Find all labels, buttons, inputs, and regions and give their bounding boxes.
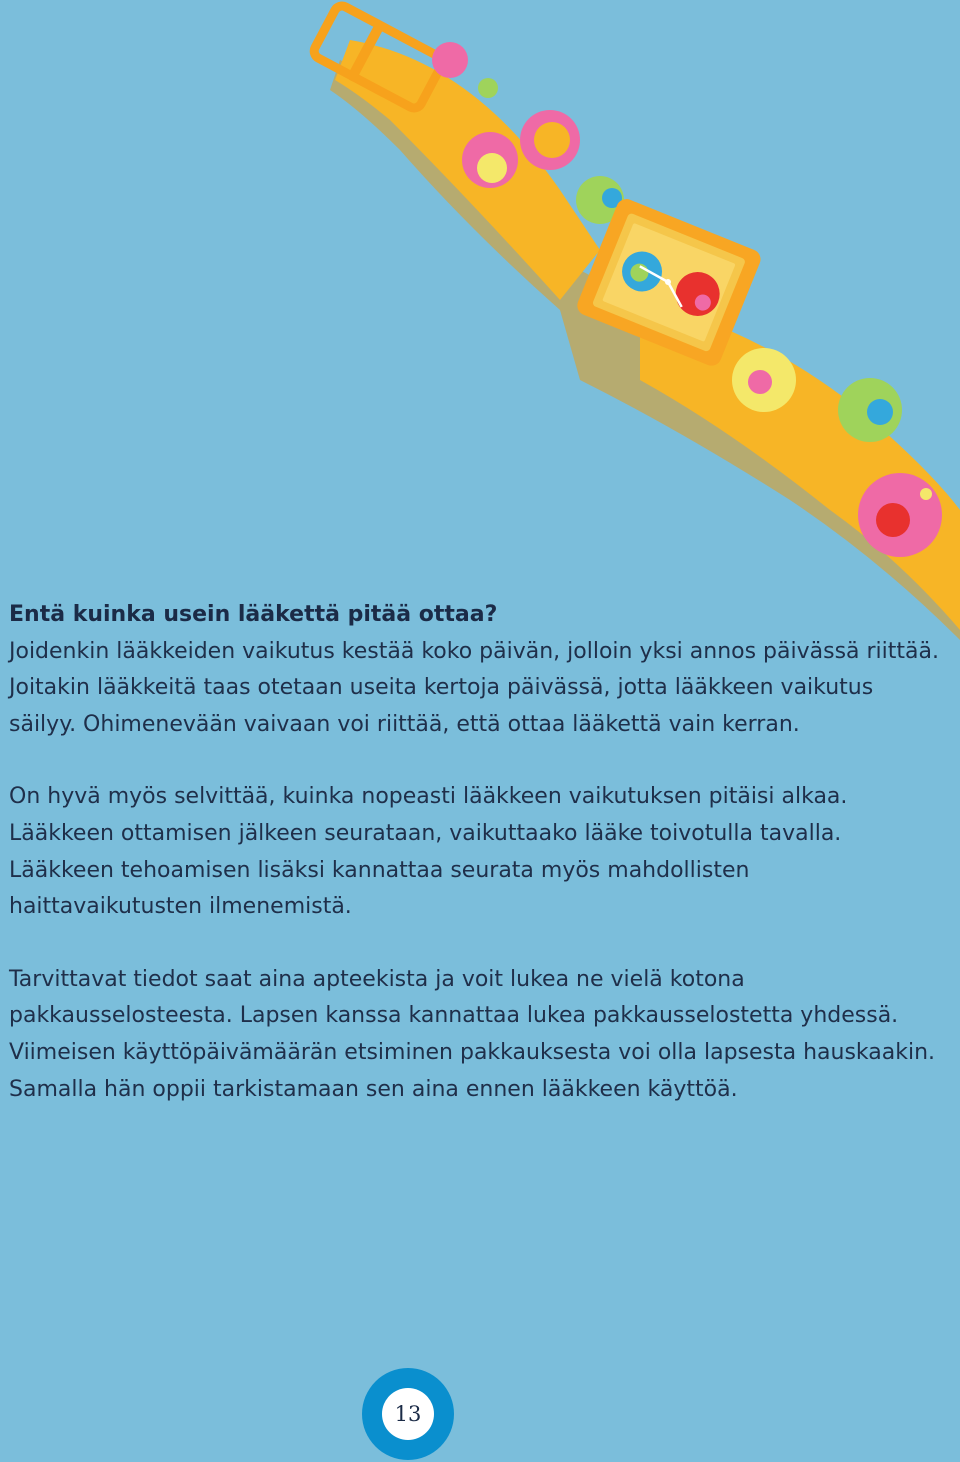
paragraph-dosing-frequency: Joidenkin lääkkeiden vaikutus kestää koko päivän, jolloin yksi annos päivässä riittää. Joitakin lääkkeitä taas otetaan useita kertoja päivässä, jotta lääkkeen vaikutus säilyy. Ohimenevään vaivaan voi riittää, että ottaa lääkettä vain kerran. xyxy=(9,638,939,737)
page-number-badge xyxy=(362,1368,454,1460)
paragraph-effect-onset: On hyvä myös selvittää, kuinka nopeasti lääkkeen vaikutuksen pitäisi alkaa. Lääkkeen ottamisen jälkeen seurataan, vaikuttaako lääke toivotulla tavalla. Lääkkeen tehoamisen lisäksi kannattaa seurata myös mahdollisten haittavaikutusten ilmenemistä. xyxy=(9,784,848,920)
paragraph-package-leaflet: Tarvittavat tiedot saat aina apteekista ja voit lukea ne vielä kotona pakkausselosteesta. Lapsen kanssa kannattaa lukea pakkausselostetta yhdessä. Viimeisen käyttöpäivämäärän etsiminen pakkauksesta voi olla lapsesta hauskaakin. Samalla hän oppii tarkistamaan sen aina ennen lääkkeen käyttöä. xyxy=(9,966,936,1102)
section-heading: Entä kuinka usein lääkettä pitää ottaa? xyxy=(9,602,498,627)
article xyxy=(9,597,939,1144)
wristwatch-image xyxy=(0,0,960,640)
page-number: 13 xyxy=(382,1388,434,1440)
